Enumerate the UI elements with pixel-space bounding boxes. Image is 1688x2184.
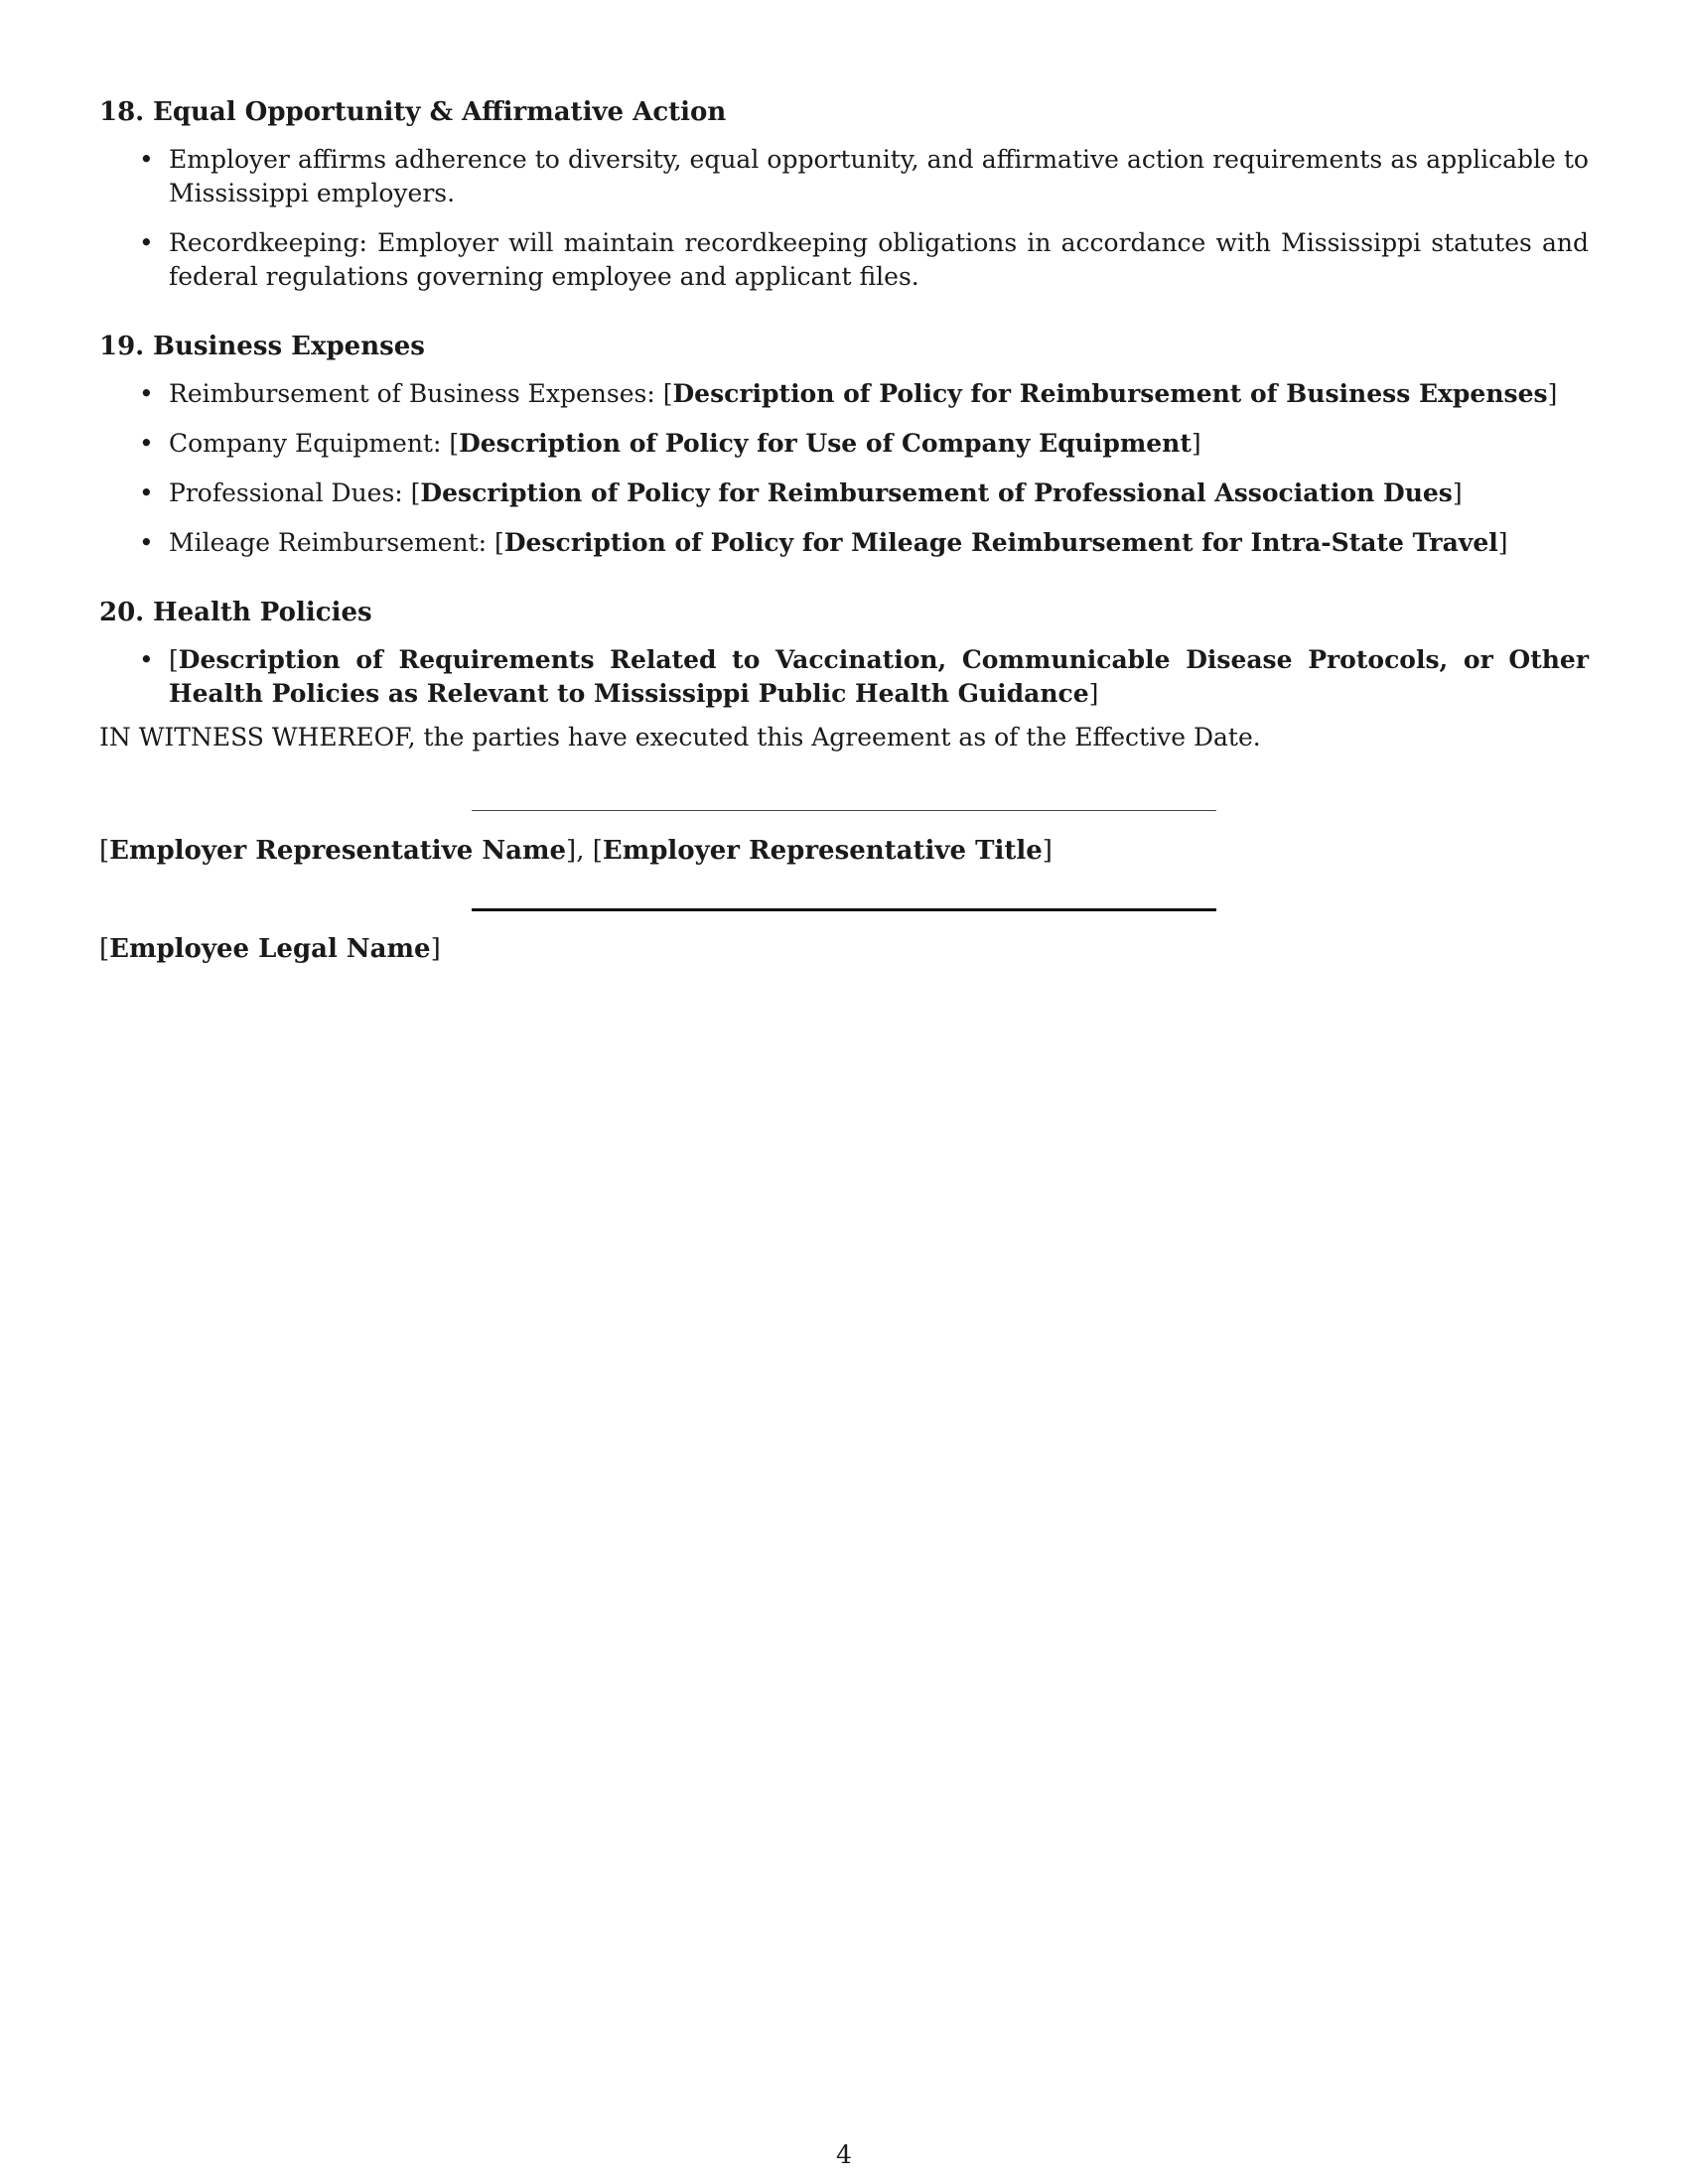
bullet-icon: • [139,379,154,408]
section-heading [99,330,1589,363]
bullet-list [99,143,1589,294]
bullet-icon: • [139,429,154,458]
section-20 [99,596,1589,711]
bullet-icon: • [139,145,154,174]
bullet-icon: • [139,528,154,557]
list-item: • [Description of Requirements Related to Vaccination, Communicable Disease Protocols, or Other Health Policies as Relevant to Mississippi Public Health Guidance] [139,645,1589,708]
list-item: • Company Equipment: [Description of Policy for Use of Company Equipment] [99,427,1589,461]
witness-clause: IN WITNESS WHEREOF, the parties have executed this Agreement as of the Effective Date. [99,723,1261,751]
section-title: Equal Opportunity & Affirmative Action [153,97,727,127]
employer-title-placeholder: Employer Representative Title [602,836,1043,866]
bullet-list [99,643,1589,711]
employer-signature-name: [Employer Representative Name], [Employer Representative Title] [99,836,1053,866]
bullet-icon: • [139,478,154,507]
item-text: Recordkeeping: Employer will maintain recordkeeping obligations in accordance with Mississippi statutes and federal regulations governing employee and applicant files. [169,228,1589,291]
list-item: • Professional Dues: [Description of Policy for Reimbursement of Professional Association Dues] [99,477,1589,510]
bullet-icon: • [139,645,154,674]
document-page [99,95,1589,964]
employer-name-placeholder: Employer Representative Name [109,836,567,866]
placeholder-field: Description of Policy for Reimbursement of Business Expenses [672,379,1548,408]
section-title: Health Policies [153,598,372,627]
section-19 [99,330,1589,560]
page-number: 4 [836,2140,852,2169]
bullet-list [99,377,1589,560]
item-label: Reimbursement of Business Expenses: [169,379,655,408]
employee-signature-name: [Employee Legal Name] [99,934,441,964]
bullet-icon: • [139,228,154,257]
item-label: Professional Dues: [169,478,403,507]
section-number: 19. [99,332,145,361]
employee-name-placeholder: Employee Legal Name [109,934,431,964]
employee-signature-line [472,908,1216,911]
section-heading [99,596,1589,629]
section-18 [99,95,1589,294]
placeholder-field: Description of Policy for Use of Company Equipment [459,429,1192,458]
placeholder-field: Description of Policy for Reimbursement of Professional Association Dues [420,478,1453,507]
item-text: Employer affirms adherence to diversity, equal opportunity, and affirmative action requirements as applicable to Mississippi employers. [169,145,1589,207]
list-item: • Mileage Reimbursement: [Description of Policy for Mileage Reimbursement for Intra-State Travel] [99,526,1589,560]
item-label: Company Equipment: [169,429,442,458]
placeholder-field: Description of Requirements Related to Vaccination, Communicable Disease Protocols, or Other Health Policies as Relevant to Mississippi Public Health Guidance [169,645,1589,708]
section-title: Business Expenses [153,332,425,361]
placeholder-field: Description of Policy for Mileage Reimbursement for Intra-State Travel [503,528,1498,557]
list-item [99,226,1589,294]
section-number: 20. [99,598,145,627]
list-item: • Reimbursement of Business Expenses: [Description of Policy for Reimbursement of Business Expenses] [99,377,1589,411]
item-label: Mileage Reimbursement: [169,528,488,557]
section-heading [99,95,1589,129]
employer-signature-line [472,810,1216,811]
list-item [99,143,1589,210]
section-number: 18. [99,97,145,127]
